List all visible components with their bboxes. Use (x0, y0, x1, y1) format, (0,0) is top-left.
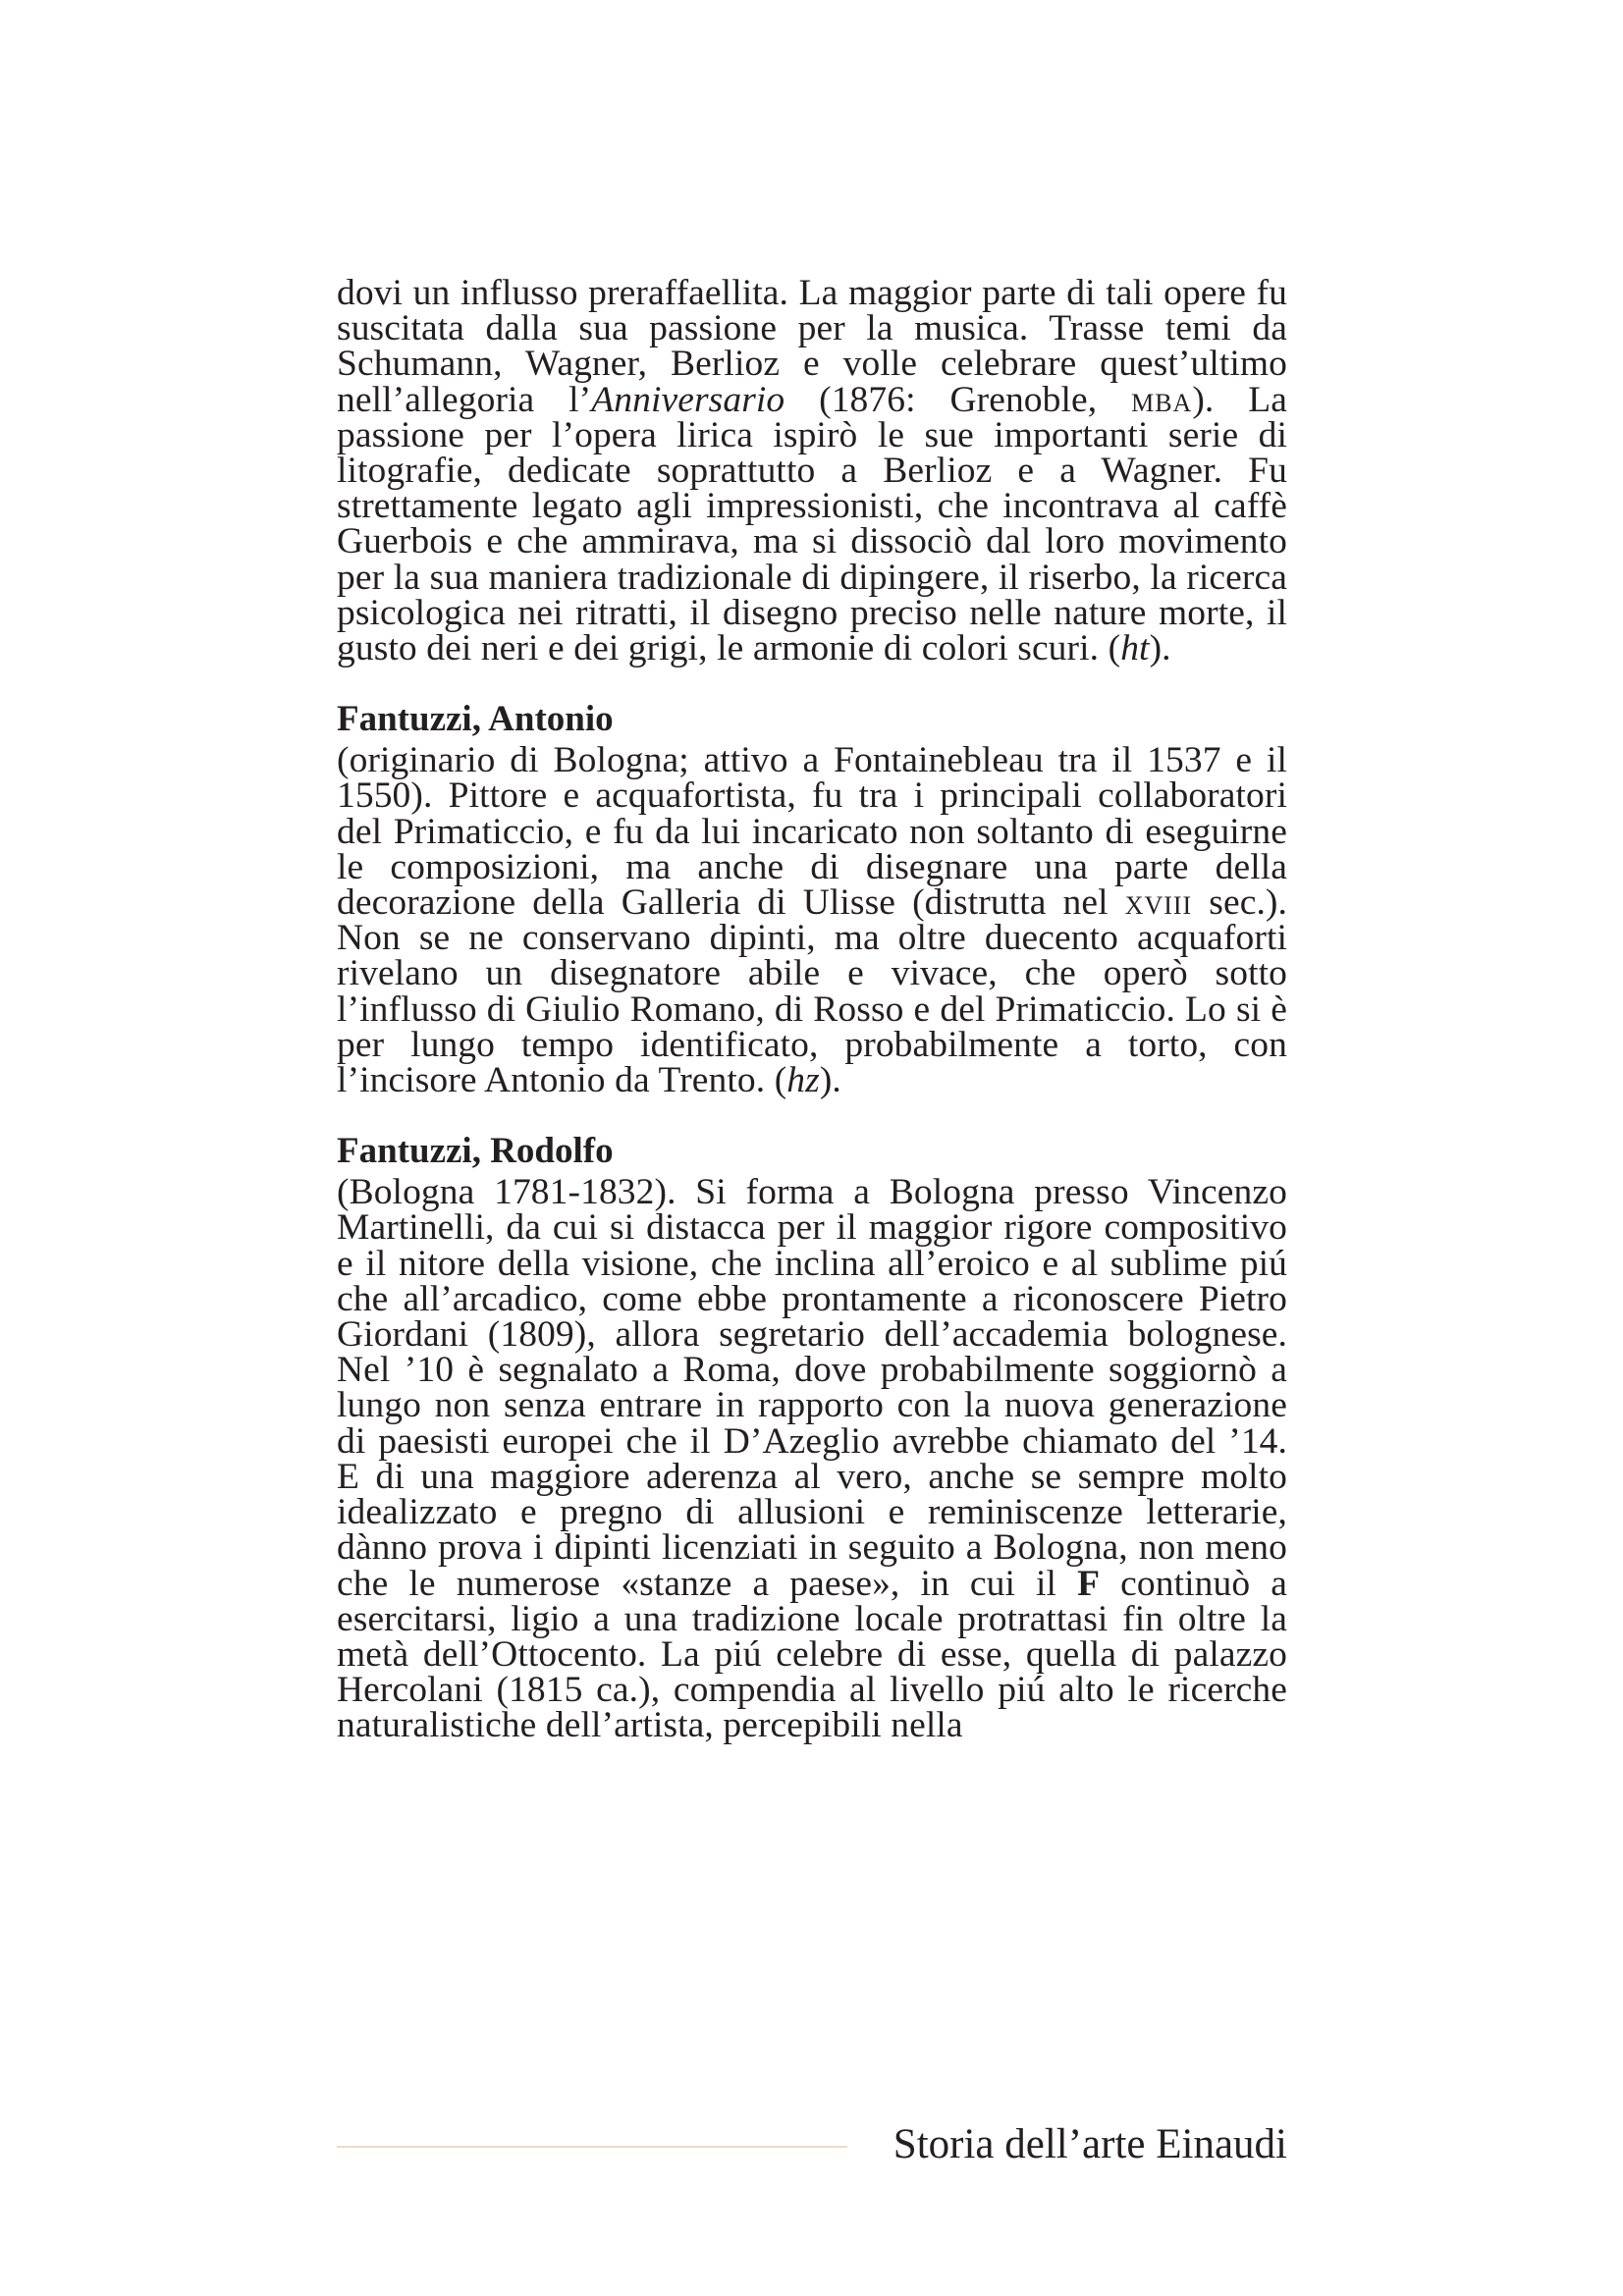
text-run: ). La passione per l’opera lirica ispirò le sue importanti serie di litografie, dedicate soprattutto a Berlioz e a Wagner. Fu strettamente legato agli impressionisti, che incontrava al caffè Guerbois e che ammirava, ma si dissociò dal loro movimento per la sua maniera tradizionale di dipingere, il riserbo, la ricerca psicologica nei ritratti, il disegno preciso nelle nature morte, il gusto dei neri e dei grigi, le armonie di colori scuri. ( (337, 379, 1287, 669)
footer-rule (337, 2146, 847, 2148)
text-run: (originario di Bologna; attivo a Fontainebleau tra il 1537 e il 1550). Pittore e acquafortista, fu tra i principali collaboratori del Primaticcio, e fu da lui incaricato non soltanto di eseguirne le composizioni, ma anche di disegnare una parte della decorazione della Galleria di Ulisse (distrutta nel (337, 740, 1287, 924)
entry-title: Fantuzzi, Antonio (337, 699, 614, 740)
artwork-title: Anniversario (591, 379, 785, 420)
entry-body (337, 740, 1287, 1101)
text-run: (Bologna 1781-1832). Si forma a Bologna presso Vincenzo Martinelli, da cui si distacca per il maggior rigore compositivo e il nitore della visione, che inclina all’eroico e al sublime piú che all’arcadico, come ebbe prontamente a riconoscere Pietro Giordani (1809), allora segretario dell’accademia bolognese. Nel ’10 è segnalato a Roma, dove probabilmente soggiornò a lungo non senza entrare in rapporto con la nuova generazione di paesisti europei che il D’Azeglio avrebbe chiamato del ’14. E di una maggiore aderenza al vero, anche se sempre molto idealizzato e pregno di allusioni e reminiscenze letterarie, dànno prova i dipinti licenziati in seguito a Bologna, non meno che le numerose «stanze a paese», in cui il (337, 1172, 1287, 1604)
entry-fantuzzi-antonio (337, 699, 1287, 1101)
footer-publication-title: Storia dell’arte Einaudi (893, 2121, 1287, 2167)
entry-fantuzzi-rodolfo (337, 1131, 1287, 1746)
text-run: (1876: Grenoble, (784, 379, 1132, 420)
text-run: dovi un influsso preraffaellita. La maggior parte di tali opere fu suscitata dalla sua passione per la musica. Trasse temi da Schumann, Wagner, Berlioz e volle celebrare quest’ultimo nell’allegoria l’ (337, 273, 1287, 420)
text-run: ). (1149, 628, 1171, 669)
text-run: sec.). Non se ne conservano dipinti, ma oltre duecento acquaforti rivelano un disegnatore abile e vivace, che operò sotto l’influsso di Giulio Romano, di Rosso e del Primaticcio. Lo si è per lungo tempo identificato, probabilmente a torto, con l’incisore Antonio da Trento. ( (337, 882, 1287, 1101)
author-initials: ht (1120, 628, 1150, 669)
century-numeral: xviii (1124, 882, 1193, 924)
museum-abbreviation: mba (1131, 379, 1193, 420)
text-run: ). (819, 1060, 841, 1101)
entry-initial: F (1077, 1563, 1101, 1604)
entry-title: Fantuzzi, Rodolfo (337, 1131, 614, 1172)
entry-body (337, 1172, 1287, 1746)
continuation-paragraph (337, 273, 1287, 669)
page-body (337, 273, 1287, 1746)
author-initials: hz (786, 1060, 820, 1101)
text-run: continuò a esercitarsi, ligio a una tradizione locale protrattasi fin oltre la metà dell’Ottocento. La piú celebre di esse, quella di palazzo Hercolani (1815 ca.), compendia al livello piú alto le ricerche naturalistiche dell’artista, percepibili nella (337, 1563, 1287, 1746)
